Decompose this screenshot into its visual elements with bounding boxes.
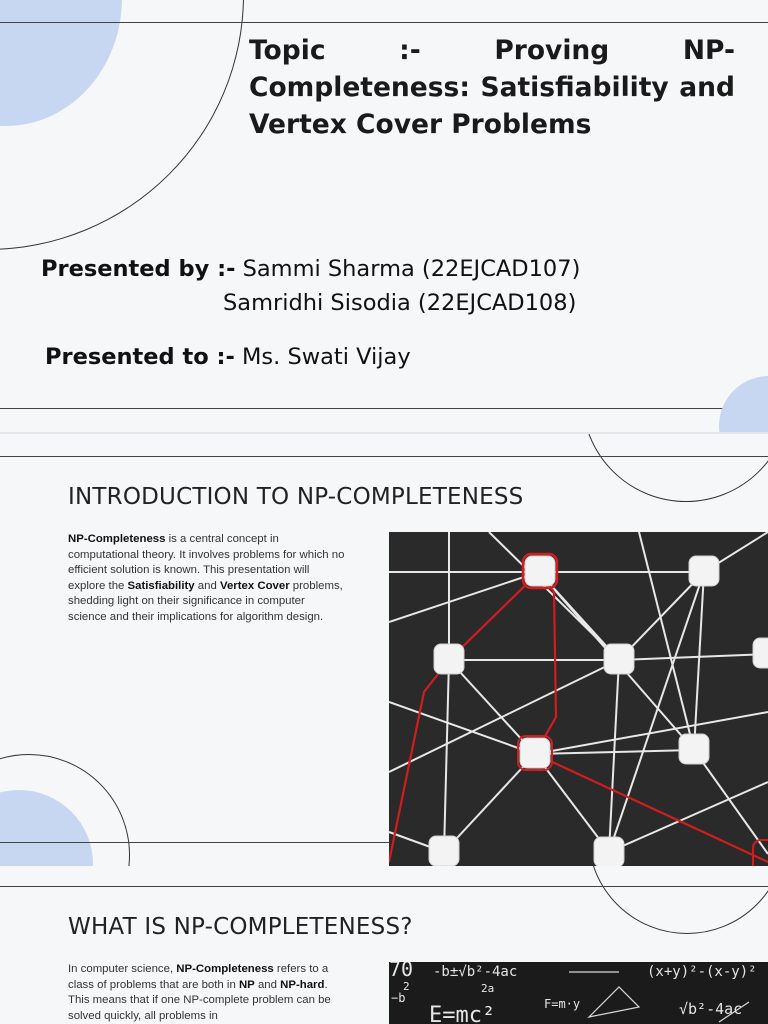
paragraph-text: refers to a class of problems that are both in	[68, 963, 329, 991]
presenter-name: Sammi Sharma (22EJCAD107)	[242, 256, 581, 282]
term-np-completeness: NP-Completeness	[176, 963, 274, 975]
string-graph-illustration	[389, 532, 768, 866]
title-slide	[0, 0, 768, 432]
svg-text:70: 70	[389, 962, 414, 981]
definition-paragraph	[68, 962, 346, 1024]
divider-bottom	[0, 408, 768, 409]
chalk-formula: F=m·y	[544, 997, 581, 1011]
np-completeness-slide	[0, 866, 768, 1024]
presented-to-label: Presented to :-	[45, 344, 235, 370]
slide-heading: INTRODUCTION TO NP-COMPLETENESS	[68, 484, 524, 510]
chalk-formula: -b±√b²-4ac	[433, 964, 518, 980]
term-satisfiability: Satisfiability	[127, 579, 195, 592]
presented-to-name: Ms. Swati Vijay	[242, 344, 411, 370]
paragraph-text: is a central concept in computational theory. It involves problems for which no efficient solution is known. This presentation will explore the	[68, 533, 345, 592]
paragraph-text: and	[254, 978, 281, 991]
string-graph-image	[389, 532, 768, 866]
intro-slide	[0, 432, 768, 866]
chalk-formula: 2	[403, 980, 410, 993]
divider-top	[0, 22, 768, 23]
term-np-completeness: NP-Completeness	[68, 533, 166, 545]
chalk-formula: E=mc²	[429, 1003, 496, 1024]
term-vertex-cover: Vertex Cover	[219, 579, 290, 592]
decorative-arc-top-left	[0, 0, 244, 250]
decorative-arc-top-right	[588, 866, 768, 934]
paragraph-text: In computer science,	[68, 963, 177, 975]
presented-by-label: Presented by :-	[41, 256, 236, 282]
intro-paragraph	[68, 532, 346, 625]
divider-bottom	[0, 842, 389, 843]
chalk-formula: (x+y)²-(x-y)²	[647, 964, 757, 980]
term-np-hard: NP-hard	[280, 978, 325, 991]
presented-by-line	[41, 256, 580, 282]
decorative-circle-bottom-right	[719, 376, 768, 432]
slide-heading: WHAT IS NP-COMPLETENESS?	[68, 914, 413, 940]
paragraph-text: problems, shedding light on their significance in computer science and their implications for algorithm design.	[68, 579, 343, 623]
decorative-arc-top-right	[582, 432, 768, 502]
presented-to-line	[45, 344, 411, 370]
divider-top	[0, 886, 768, 887]
paragraph-text: and	[194, 579, 220, 592]
term-np: NP	[238, 978, 255, 991]
chalkboard-image	[389, 962, 768, 1024]
chalk-formula: −b	[391, 991, 406, 1005]
divider-top	[0, 456, 768, 457]
presenter-name: Samridhi Sisodia (22EJCAD108)	[223, 290, 577, 316]
chalk-formula: 2a	[481, 982, 495, 995]
topic-title: Topic :- Proving NP-Completeness: Satisfiability and Vertex Cover Problems	[249, 35, 735, 140]
chalkboard-illustration	[389, 962, 768, 1024]
paragraph-text: . This means that if one NP-complete problem can be solved quickly, all problems in	[68, 978, 331, 1022]
chalk-formula: √b²-4ac	[679, 1000, 743, 1018]
